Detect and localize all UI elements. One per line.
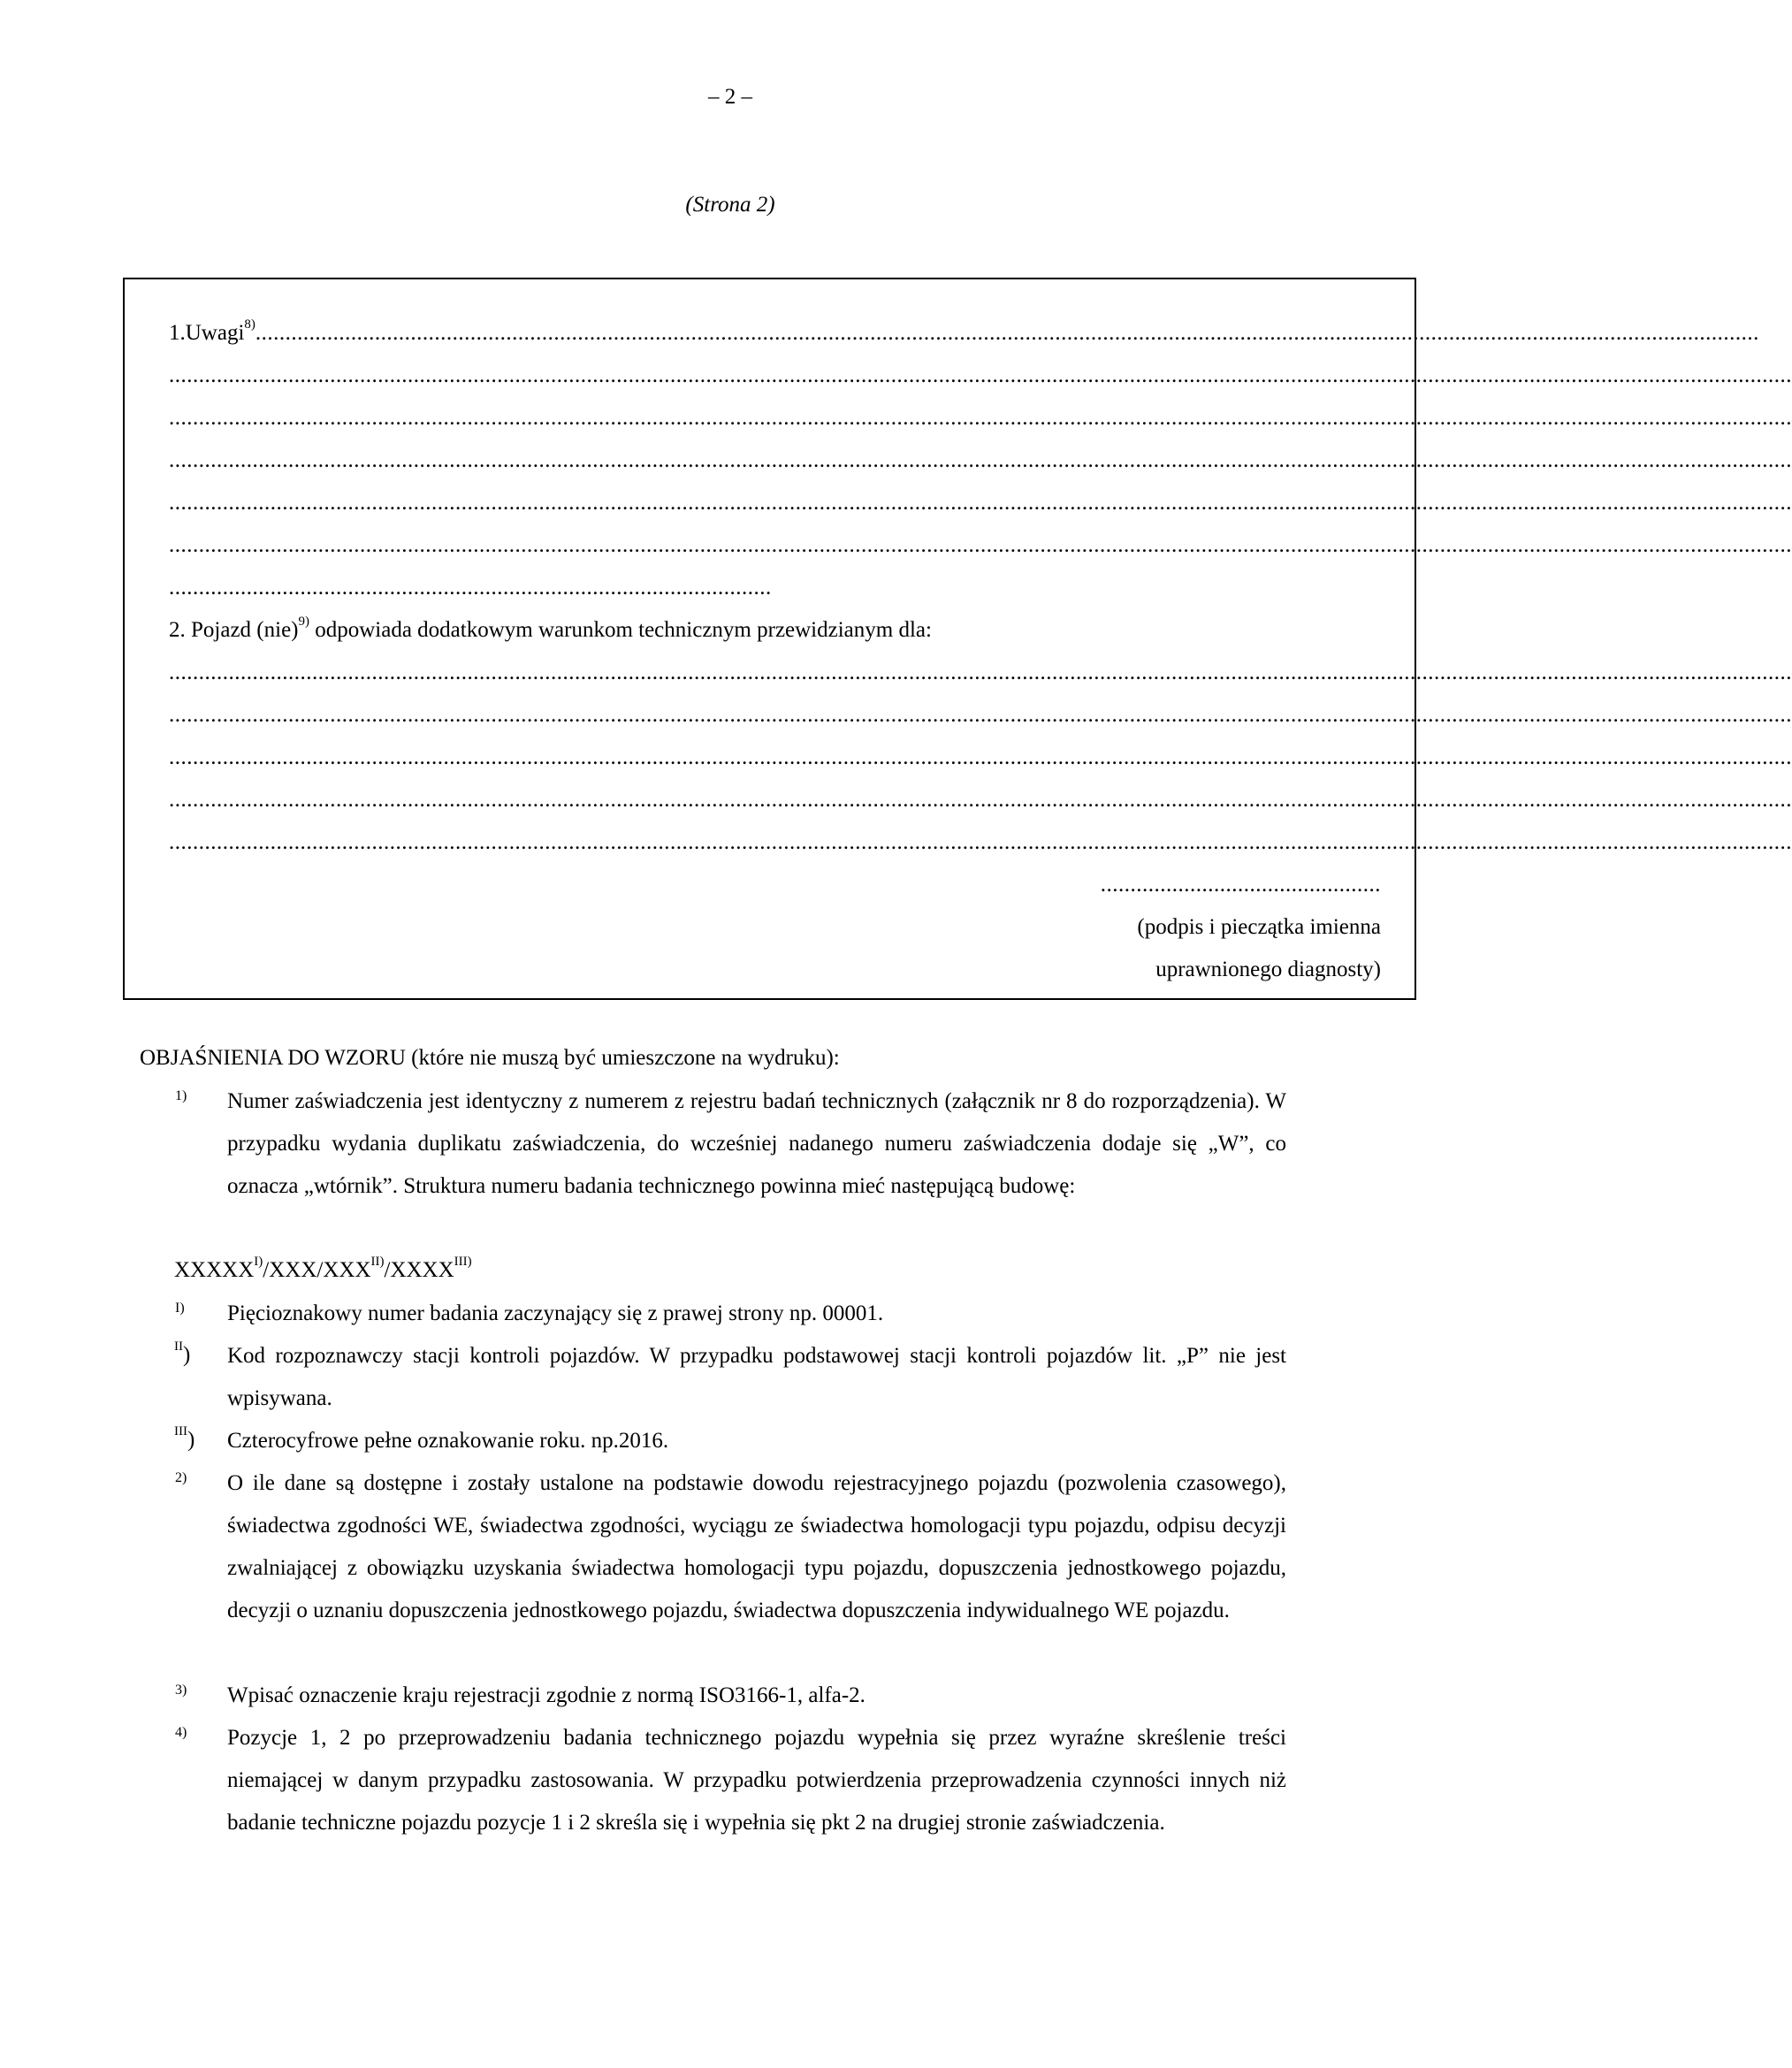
footnote-2-text: O ile dane są dostępne i zostały ustalone na podstawie dowodu rejestracyjnego pojazdu (pozwolenia czasowego), świadectwa zgodności WE, świadectwa zgodności, wyciągu ze świadectwa homologacji typu pojazdu, odpisu decyzji zwalniającej z obowiązku uzyskania świadectwa homologacji typu pojazdu, dopuszczenia jednostkowego pojazdu, decyzji o uznaniu dopuszczenia jednostkowego pojazdu, świadectwa dopuszczenia indywidualnego WE pojazdu. bbox=[227, 1471, 1286, 1622]
remarks-line-1[interactable] bbox=[169, 317, 1759, 347]
remarks-line-3[interactable]: ................................................................................................................................................................................................................................................................................ bbox=[169, 406, 1792, 430]
page-number: – 2 – bbox=[708, 85, 752, 109]
footnote-4-marker: 4) bbox=[175, 1725, 187, 1740]
vehicle-conditions-line: 2. Pojazd (nie)$^{9)}$ odpowiada dodatkowym warunkom technicznym przewidzianym dla: bbox=[169, 614, 932, 642]
remarks-line-7[interactable]: ..................................................................................................... bbox=[169, 576, 772, 599]
sub-note-2-marker: $^{II}$) bbox=[174, 1339, 191, 1367]
sub-note-3-text: Czterocyfrowe pełne oznakowanie roku. np.2016. bbox=[227, 1429, 669, 1453]
remarks-label: 1.Uwagi bbox=[169, 321, 245, 345]
conditions-line-4[interactable]: ................................................................................................................................................................................................................................................................................ bbox=[169, 788, 1792, 812]
remarks-line-6[interactable]: ................................................................................................................................................................................................................................................................................ bbox=[169, 533, 1792, 557]
signature-caption-1: (podpis i pieczątka imienna bbox=[1137, 915, 1381, 939]
sub-note-1-marker: I) bbox=[175, 1301, 185, 1316]
sub-note-3-marker: $^{III}$) bbox=[174, 1423, 195, 1452]
conditions-line-3[interactable]: ................................................................................................................................................................................................................................................................................ bbox=[169, 745, 1792, 769]
footnote-ref-9: 9) bbox=[298, 614, 309, 629]
footnote-1-marker: 1) bbox=[175, 1088, 187, 1103]
signature-caption-2: uprawnionego diagnosty) bbox=[1155, 958, 1381, 981]
footnote-3-marker: 3) bbox=[175, 1683, 187, 1698]
page-side-label: (Strona 2) bbox=[685, 193, 775, 217]
remarks-form-box bbox=[123, 278, 1792, 1000]
conditions-line-1[interactable]: ................................................................................................................................................................................................................................................................................ bbox=[169, 660, 1792, 684]
remarks-line-2[interactable]: ................................................................................................................................................................................................................................................................................ bbox=[169, 363, 1792, 387]
conditions-line-2[interactable]: ................................................................................................................................................................................................................................................................................ bbox=[169, 703, 1792, 727]
fill-dots: ............................................................................................................................................................................................................................................................ bbox=[255, 321, 1759, 345]
sub-note-1-text: Pięcioznakowy numer badania zaczynający się z prawej strony np. 00001. bbox=[227, 1301, 884, 1325]
conditions-line-5[interactable]: ................................................................................................................................................................................................................................................................................ bbox=[169, 830, 1792, 854]
remarks-line-5[interactable]: ................................................................................................................................................................................................................................................................................ bbox=[169, 491, 1792, 515]
signature-line[interactable]: ............................................... bbox=[1100, 873, 1381, 897]
footnote-4-text: Pozycje 1, 2 po przeprowadzeniu badania technicznego pojazdu wypełnia się przez wyraźne skreślenie treści niemającej w danym przypadku zastosowania. W przypadku potwierdzenia przeprowadzenia czynności innych niż badanie techniczne pojazdu pozycje 1 i 2 skreśla się i wypełnia się pkt 2 na drugiej stronie zaświadczenia. bbox=[227, 1726, 1286, 1835]
footnote-ref-8: 8) bbox=[244, 317, 255, 332]
number-structure: $XXXXX^{I)}/XXX/XXX^{II)}/XXXX^{III)}$ bbox=[174, 1254, 472, 1282]
remarks-line-4[interactable]: ................................................................................................................................................................................................................................................................................ bbox=[169, 448, 1792, 472]
sub-note-2-text: Kod rozpoznawczy stacji kontroli pojazdów. W przypadku podstawowej stacji kontroli pojazdów lit. „P” nie jest wpisywana. bbox=[227, 1344, 1286, 1410]
footnote-1-text: Numer zaświadczenia jest identyczny z numerem z rejestru badań technicznych (załącznik nr 8 do rozporządzenia). W przypadku wydania duplikatu zaświadczenia, do wcześniej nadanego numeru zaświadczenia dodaje się „W”, co oznacza „wtórnik”. Struktura numeru badania technicznego powinna mieć następującą budowę: bbox=[227, 1089, 1286, 1198]
explanations-heading: OBJAŚNIENIA DO WZORU (które nie muszą być umieszczone na wydruku): bbox=[140, 1046, 840, 1070]
footnote-3-text: Wpisać oznaczenie kraju rejestracji zgodnie z normą ISO3166-1, alfa-2. bbox=[227, 1683, 865, 1707]
footnote-2-marker: 2) bbox=[175, 1470, 187, 1485]
